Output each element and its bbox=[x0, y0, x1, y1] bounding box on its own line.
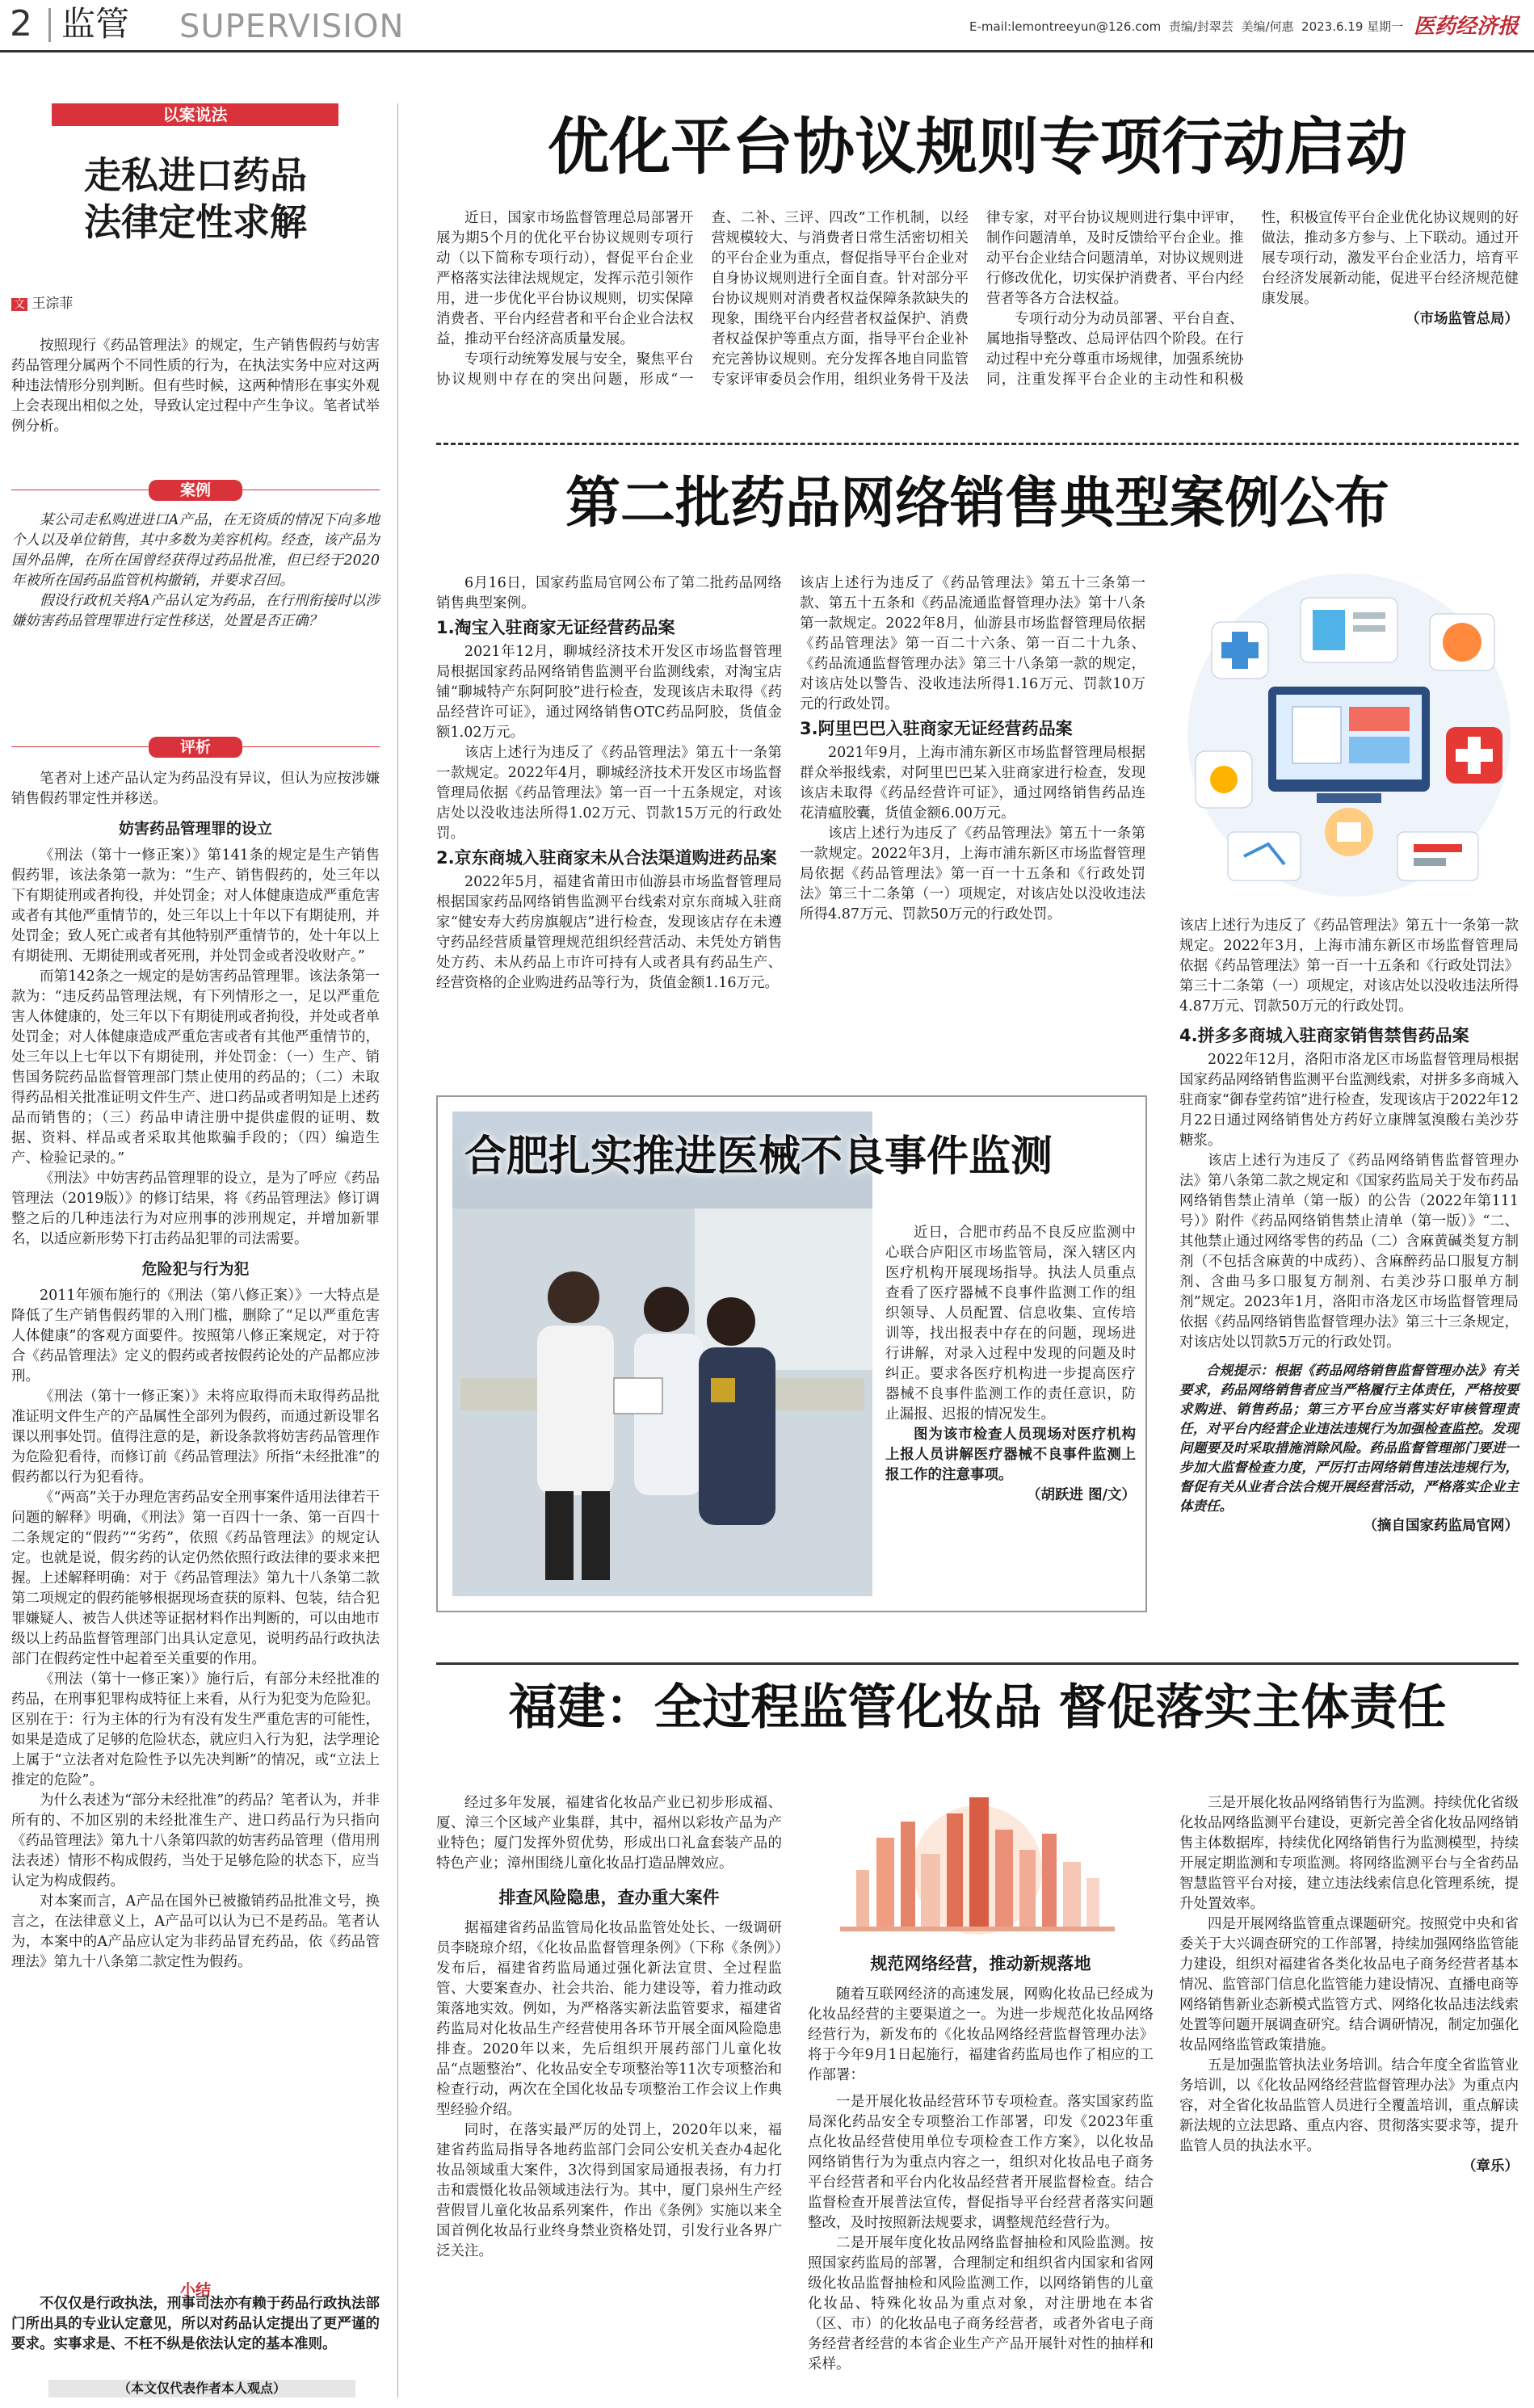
a2-col-3 bbox=[1179, 916, 1519, 1536]
case-4-title: 4.拼多多商城入驻商家销售禁售药品案 bbox=[1179, 1026, 1469, 1045]
section-divider bbox=[436, 1662, 1519, 1665]
a2-paragraph: 2021年12月，聊城经济技术开发区市场监督管理局根据国家药品网络销售监测平台监测线索，对淘宝店铺“聊城特产东阿阿胶”进行检查，发现该店未取得《药品经营许可证》，通过网络销售OTC药品阿胶，货值金额1.02万元。 bbox=[436, 644, 782, 741]
a2-paragraph: 该店上述行为违反了《药品管理法》第五十一条第一款规定。2022年4月，聊城经济技术开发区市场监督管理局依据《药品管理法》第一百一十五条规定，对该店处以没收违法所得1.02万元、罚款15万元的行政处罚。 bbox=[436, 745, 782, 842]
left-column bbox=[11, 103, 380, 2397]
left-title-2: 法律定性求解 bbox=[84, 200, 307, 244]
a2-paragraph: 该店上述行为违反了《药品管理法》第五十一条第一款规定。2022年3月，上海市浦东新区市场监督管理局依据《药品管理法》第一百一十五条和《行政处罚法》第三十二条第（一）项规定，对该店处以没收违法所得4.87万元、罚款50万元的行政处罚。 bbox=[1179, 918, 1519, 1015]
case-tag: 案例 bbox=[149, 480, 242, 501]
a4-item-1: 一是开展化妆品经营环节专项检查。落实国家药监局深化药品安全专项整治工作部署，印发《2023年重点化妆品经营使用单位专项检查工作方案》，以化妆品网络销售行为为重点内容之一，组织对化妆品电子商务平台经营者和平台内化妆品经营者开展监督检查。结合监督检查开展普法宣传，督促指导平台经营者落实问题整改，及时按照新法规要求，调整规范经营行为。 bbox=[808, 2094, 1154, 2231]
a3-body bbox=[885, 1223, 1136, 1506]
a2-paragraph: 该店上述行为违反了《药品管理法》第五十三条第一款、第五十五条和《药品流通监督管理办法》第十八条第一款规定。2022年8月，仙游县市场监督管理局依据《药品管理法》第一百二十六条、第一百二十九条、《药品流通监督管理办法》第三十八条第一款的规定，对该店处以警告、没收违法所得1.16万元、罚款10万元的行政处罚。 bbox=[800, 575, 1145, 712]
compliance-note: 合规提示：根据《药品网络销售监督管理办法》有关要求，药品网络销售者应当严格履行主体责任，严格按要求购进、销售药品；第三方平台应当落实好审核管理责任，对平台内经营企业违法违规行为加强检查监控。发现问题要及时采取措施消除风险。药品监督管理部门要进一步加大监督检查力度，严厉打击网络销售违法违规行为，督促有关从业者合法合规开展经营活动，严格落实企业主体责任。 bbox=[1179, 1363, 1519, 1514]
summary-paragraph: 不仅仅是行政执法，刑事司法亦有赖于药品行政执法部门所出具的专业认定意见，所以对药品认定提出了更严谨的要求。实事求是、不枉不纵是依法认定的基本准则。 bbox=[11, 2296, 380, 2352]
a4-source: （章乐） bbox=[1462, 2158, 1519, 2175]
header-divider bbox=[48, 8, 51, 42]
a2-col-2 bbox=[800, 574, 1145, 925]
a2-paragraph: 2022年5月，福建省莆田市仙游县市场监督管理局根据国家药品网络销售监测平台线索对京东商城入驻商家“健安寿大药房旗舰店”进行检查，发现该店存在未遵守药品经营质量管理规范组织经营活动、未凭处方销售处方药、未从药品上市许可持有人或者具有药品生产、经营资格的企业购进药品等行为，货值金额1.16万元。 bbox=[436, 874, 782, 991]
a4-paragraph: 同时，在落实最严厉的处罚上，2020年以来，福建省药监局指导各地药监部门会同公安机关查办4起化妆品领域重大案件，3次得到国家局通报表扬，有力打击和震慑化妆品领域违法行为。其中，厦门泉州生产经营假冒儿童化妆品系列案件，作出《条例》实施以来全国首例化妆品行业终身禁业资格处罚，引发行业各界广泛关注。 bbox=[436, 2122, 782, 2259]
a2-col-1 bbox=[436, 574, 782, 994]
summary bbox=[11, 2294, 380, 2355]
header-date: 2023.6.19 星期一 bbox=[1301, 19, 1404, 34]
a4-paragraph: 据福建省药品监管局化妆品监管处处长、一级调研员李晓琼介绍，《化妆品监督管理条例》（下称《条例》）发布后，福建省药监局通过强化新法宣贯、全过程监管、大要案查办、社会共治、能力建设等，着力推动政策落地实效。例如，为严格落实新法监管要求，福建省药监局对化妆品生产经营使用各环节开展全面风险隐患排查。2020年以来，先后组织开展药部门儿童化妆品“点题整治”、化妆品安全专项整治等11次专项整治和检查行动，两次在全国化妆品专项整治工作会议上作典型经验介绍。 bbox=[436, 1920, 782, 2118]
section-divider bbox=[436, 443, 1519, 445]
case-paragraph: 假设行政机关将A产品认定为药品，在行刑衔接时以涉嫌妨害药品管理罪进行定性移送，处置是否正确？ bbox=[11, 593, 380, 629]
body-paragraph: 《刑法（第十一修正案）》第141条的规定是生产销售假药罪，该法条第一款为：“生产、销售假药的，处三年以下有期徒刑或者拘役，并处罚金；对人体健康造成严重危害或者有其他严重情节的，处三年以上十年以下有期徒刑，并处罚金；致人死亡或者有其他特别严重情节的，处十年以上有期徒刑、无期徒刑或者死刑，并处罚金或者没收财产。” bbox=[11, 847, 380, 964]
a4-col-3 bbox=[1179, 1793, 1519, 2177]
a2-paragraph: 2022年12月，洛阳市洛龙区市场监督管理局根据国家药品网络销售监测平台监测线索，对拼多多商城入驻商家“御春堂药馆”进行检查，发现该店于2022年12月22日通过网络销售处方药好立康牌氢溴酸右美沙芬糖浆。 bbox=[1179, 1052, 1519, 1149]
subheading-1: 妨害药品管理罪的设立 bbox=[118, 820, 272, 838]
author-name: 王淙菲 bbox=[32, 296, 74, 312]
body-paragraph: 《刑法》中妨害药品管理罪的设立，是为了呼应《药品管理法（2019版）》的修订结果，将《药品管理法》修订调整之后的几种违法行为对应刑事的涉刑规定，并增加新罪名，以适应新形势下打击药品犯罪的司法需要。 bbox=[11, 1170, 380, 1247]
body-paragraph: 而第142条之一规定的是妨害药品管理罪。该法条第一款为：“违反药品管理法规，有下列情形之一，足以严重危害人体健康的，处三年以下有期徒刑或者拘役，并处或者单处罚金；对人体健康造成严重危害或者有其他严重情节的，处三年以上七年以下有期徒刑，并处罚金：（一）生产、销售国务院药品监督管理部门禁止使用的药品的；（二）未取得药品相关批准证明文件生产、进口药品或者明知是上述药品而销售的；（三）药品申请注册中提供虚假的证明、数据、资料、样品或者采取其他欺骗手段的；（四）编造生产、检验记录的。” bbox=[11, 969, 380, 1166]
subheading-summary: 小结 bbox=[179, 2281, 211, 2299]
left-title-1: 走私进口药品 bbox=[84, 153, 307, 197]
a4-col-1 bbox=[436, 1793, 782, 2262]
online-pharmacy-illustration bbox=[1179, 565, 1519, 905]
page-number: 2 bbox=[10, 3, 32, 44]
a4-subheading-1: 排查风险隐患，查办重大案件 bbox=[498, 1888, 720, 1907]
header-rule bbox=[0, 50, 1534, 53]
body-paragraph: 为什么表述为“部分未经批准”的药品？笔者认为，并非所有的、不加区别的未经批准生产、进口药品行为只指向《药品管理法》第九十八条第四款的妨害药品管理（借用刑法表述）情形不构成假药，当处于足够危险的状态下，应当认定为构成假药。 bbox=[11, 1792, 380, 1889]
a4-title: 福建：全过程监管化妆品 督促落实主体责任 bbox=[508, 1679, 1447, 1736]
a4-intro: 经过多年发展，福建省化妆品产业已初步形成福、厦、漳三个区域产业集群，其中，福州以彩妆产品为产业特色；厦门发挥外贸优势，形成出口礼盒套装产品的特色产业；漳州围绕儿童化妆品打造品牌效应。 bbox=[436, 1795, 782, 1872]
a4-item-5: 五是加强监管执法业务培训。结合年度全省监管业务培训，以《化妆品网络经营监督管理办法》为重点内容，对全省化妆品监管人员进行全覆盖培训，重点解读新法规的立法思路、重点内容、贯彻落实要求等，提升监管人员的执法水平。 bbox=[1179, 2057, 1519, 2154]
section-english: SUPERVISION bbox=[179, 8, 405, 45]
a4-subheading-2: 规范网络经营，推动新规落地 bbox=[870, 1954, 1091, 1973]
a4-item-2: 二是开展年度化妆品网络监督抽检和风险监测。按照国家药监局的部署，合理制定和组织省内国家和省网级化妆品监督抽检和风险监测工作，以网络销售的儿童化妆品、特殊化妆品为重点对象，对注册地在本省（区、市）的化妆品电子商务经营者，或者外省电子商务经营者经营的本省企业生产产品开展针对性的抽样和采样。 bbox=[808, 2235, 1154, 2372]
a1-paragraph: 专项行动统筹发展与安全，聚焦平台协议规则中存在的突出问题，形成“一查、二补、三评、四改”工作机制，以经营规模较大、与消费者日常生活密切相关的平台企业为重点，督促指导平台企业对自身协议规则进行全面自查。针对部分平台协议规则对消费者权益保障条款缺失的现象，围绕平台内经营者权益保护、消费者权益保护等重点方面，指导平台企业补充完善协议规则。充分发挥各地自同监管专家评审委员会作用，组织业务骨干及法律专家，对平台协议规则进行集中评审，制作问题清单，及时反馈给平台企业。推动平台企业结合问题清单，对协议规则进行修改优化，切实保护消费者、平台内经营者等各方合法权益。 bbox=[436, 210, 1244, 388]
header-editor: 责编/封翠芸 bbox=[1168, 19, 1234, 34]
subheading-2: 危险犯与行为犯 bbox=[141, 1260, 250, 1278]
review-intro: 笔者对上述产品认定为药品没有异议，但认为应按涉嫌销售假药罪定性并移送。 bbox=[11, 771, 380, 807]
column-tag: 以案说法 bbox=[52, 103, 338, 126]
header-email: E-mail:lemontreeyun@126.com bbox=[969, 19, 1162, 34]
a4-paragraph: 随着互联网经济的高速发展，网购化妆品已经成为化妆品经营的主要渠道之一。为进一步规范化妆品网络经营行为，新发布的《化妆品网络经营监督管理办法》将于今年9月1日起施行，福建省药监局也作了相应的工作部署： bbox=[808, 1986, 1154, 2083]
a2-paragraph: 2021年9月，上海市浦东新区市场监督管理局根据群众举报线索，对阿里巴巴某入驻商家进行检查，发现该店未取得《药品经营许可证》，通过网络销售药品连花清瘟胶囊，货值金额6.00万元。 bbox=[800, 745, 1145, 822]
column-separator bbox=[397, 103, 398, 2397]
case-3-title: 3.阿里巴巴入驻商家无证经营药品案 bbox=[800, 719, 1073, 738]
a1-body bbox=[436, 208, 1519, 425]
a2-title: 第二批药品网络销售典型案例公布 bbox=[565, 472, 1389, 536]
fujian-cityscape-illustration bbox=[808, 1781, 1147, 1943]
a4-item-4: 四是开展网络监管重点课题研究。按照党中央和省委关于大兴调查研究的工作部署，持续加强网络监管能力建设，组织对福建省各类化妆品电子商务经营者基本情况、监管部门信息化监管能力建设情况、直播电商等网络销售新业态新模式监管方式、网络化妆品违法线索处置等问题开展调查研究。结合调研情况，制定加强化妆品网络监管政策措施。 bbox=[1179, 1916, 1519, 2053]
a3-credit: （胡跃进 图/文） bbox=[1027, 1487, 1136, 1503]
paper-logo: 医药经济报 bbox=[1414, 15, 1519, 39]
intro-paragraph: 按照现行《药品管理法》的规定，生产销售假药与妨害药品管理分属两个不同性质的行为，在执法实务中应对这两种违法情形分别判断。但有些时候，这两种情形在事实外观上会表现出相似之处，导致认定过程中产生争议。笔者试举例分析。 bbox=[11, 338, 380, 435]
a3-caption: 图为该市检查人员现场对医疗机构上报人员讲解医疗器械不良事件监测上报工作的注意事项。 bbox=[885, 1427, 1136, 1483]
byline bbox=[11, 294, 73, 314]
a2-source: （摘自国家药监局官网） bbox=[1363, 1518, 1519, 1534]
body-paragraph: 《刑法（第十一修正案）》施行后，有部分未经批准的药品，在刑事犯罪构成特征上来看，从行为犯变为危险犯。区别在于：行为主体的行为有没有发生严重危害的可能性，如果是造成了足够的危险状态，就应归入行为犯，法学理论上属于“立法者对危险性予以先决判断”的情况，或“立法上推定的危险”。 bbox=[11, 1671, 380, 1788]
a2-paragraph: 该店上述行为违反了《药品网络销售监督管理办法》第八条第二款之规定和《国家药监局关于发布药品网络销售禁止清单（第一版）的公告（2022年第111号）》附件《药品网络销售禁止清单（第一版）》“二、其他禁止通过网络零售的药品（二）含麻黄碱类复方制剂（不包括含麻黄的中成药）、含麻醉药品口服复方制剂、含曲马多口服复方制剂、右美沙芬口服单方制剂”规定。2023年1月，洛阳市洛龙区市场监督管理局依据《药品网络销售监督管理办法》第三十三条规定，对该店处以罚款5万元的行政处罚。 bbox=[1179, 1153, 1519, 1351]
a3-paragraph: 近日，合肥市药品不良反应监测中心联合庐阳区市场监管局，深入辖区内医疗机构开展现场指导。执法人员重点查看了医疗器械不良事件监测工作的组织领导、人员配置、信息收集、宣传培训等，找出报表中存在的问题，现场进行讲解，对录入过程中发现的问题及时纠正。要求各医疗机构进一步提高医疗器械不良事件监测工作的责任意识，防止漏报、迟报的情况发生。 bbox=[885, 1225, 1136, 1423]
a4-item-3: 三是开展化妆品网络销售行为监测。持续优化省级化妆品网络监测平台建设，更新完善全省化妆品网络销售主体数据库，持续优化网络销售行为监测模型，持续开展定期监测和专项监测。将网络监测平台与全省药品智慧监管平台对接，建立违法线索信息化管理系统，提升处置效率。 bbox=[1179, 1795, 1519, 1912]
section-name: 监管 bbox=[61, 4, 130, 44]
footnote: （本文仅代表作者本人观点） bbox=[48, 2380, 355, 2397]
case-text bbox=[11, 511, 380, 632]
case-2-title: 2.京东商城入驻商家未从合法渠道购进药品案 bbox=[436, 848, 777, 868]
body-paragraph: 《“两高”关于办理危害药品安全刑事案件适用法律若干问题的解释》明确，《刑法》第一百四十一条、第一百四十二条规定的“假药”“劣药”，依照《药品管理法》的规定认定。也就是说，假劣药的认定仍然依照行政法律的要求来把握。上述解释明确：对于《药品管理法》第九十八条第二款第二项规定的假药能够根据现场查获的原料、包装，结合犯罪嫌疑人、被告人供述等证据材料作出判断的，可以由地市级以上药品监督管理部门出具认定意见，说明药品行政执法部门在假药定性中起着至关重要的作用。 bbox=[11, 1490, 380, 1667]
a2-intro: 6月16日，国家药监局官网公布了第二批药品网络销售典型案例。 bbox=[436, 575, 782, 611]
a4-col-2 bbox=[808, 1953, 1154, 2375]
a3-title: 合肥扎实推进医械不良事件监测 bbox=[464, 1132, 1053, 1181]
review-tag: 评析 bbox=[149, 737, 242, 758]
body-paragraph: 对本案而言，A产品在国外已被撤销药品批准文号，换言之，在法律意义上，A产品可以认为已不是药品。笔者认为，本案中的A产品应认定为非药品冒充药品，依《药品管理法》第九十八条第二款定性为假药。 bbox=[11, 1893, 380, 1970]
header-artist: 美编/何惠 bbox=[1241, 19, 1294, 34]
a1-paragraph: 近日，国家市场监督管理总局部署开展为期5个月的优化平台协议规则专项行动（以下简称专项行动），督促平台企业严格落实法律法规规定，发挥示范引领作用，进一步优化平台协议规则，切实保障消费者、平台内经营者和平台企业合法权益，推动平台经济高质量发展。 bbox=[436, 210, 694, 347]
a1-paragraph: 专项行动分为动员部署、平台自查、属地指导整改、总局评估四个阶段。在行动过程中充分尊重市场规律，加强系统协同，注重发挥平台企业的主动性和积极性，积极宣传平台企业优化协议规则的好做法，推动多方参与、上下联动。通过开展专项行动，激发平台企业活力，培育平台经济发展新动能，促进平台经济规范健康发展。 bbox=[986, 210, 1519, 388]
a1-source: （市场监管总局） bbox=[1406, 311, 1519, 327]
intro bbox=[11, 336, 380, 437]
case-paragraph: 某公司走私购进进口A产品，在无资质的情况下向多地个人以及单位销售，其中多数为美容机构。经查，该产品为国外品牌，在所在国曾经获得过药品批准，但已经于2020年被所在国药品监管机构撤销，并要求召回。 bbox=[11, 512, 380, 589]
review-body bbox=[11, 769, 380, 1973]
a1-title: 优化平台协议规则专项行动启动 bbox=[548, 111, 1407, 183]
author-mark: 文 bbox=[11, 298, 27, 311]
body-paragraph: 2011年颁布施行的《刑法（第八修正案）》一大特点是降低了生产销售假药罪的入刑门槛，删除了“足以严重危害人体健康”的客观方面要件。按照第八修正案规定，对于符合《药品管理法》定义的假药或者按假药论处的产品都应涉刑。 bbox=[11, 1288, 380, 1385]
header-info bbox=[969, 18, 1404, 35]
case-1-title: 1.淘宝入驻商家无证经营药品案 bbox=[436, 618, 675, 637]
a3-photo bbox=[452, 1112, 872, 1596]
body-paragraph: 《刑法（第十一修正案）》未将应取得而未取得药品批准证明文件生产的产品属性全部列为假药，而通过新设罪名课以刑事处罚。值得注意的是，新设条款将妨害药品管理作为危险犯看待，而修订前《药品管理法》所指“未经批准”的假药都以行为犯看待。 bbox=[11, 1389, 380, 1486]
a2-paragraph: 该店上述行为违反了《药品管理法》第五十一条第一款规定。2022年3月，上海市浦东新区市场监督管理局依据《药品管理法》第一百一十五条和《行政处罚法》第三十二条第（一）项规定，对该店处以没收违法所得4.87万元、罚款50万元的行政处罚。 bbox=[800, 826, 1145, 922]
